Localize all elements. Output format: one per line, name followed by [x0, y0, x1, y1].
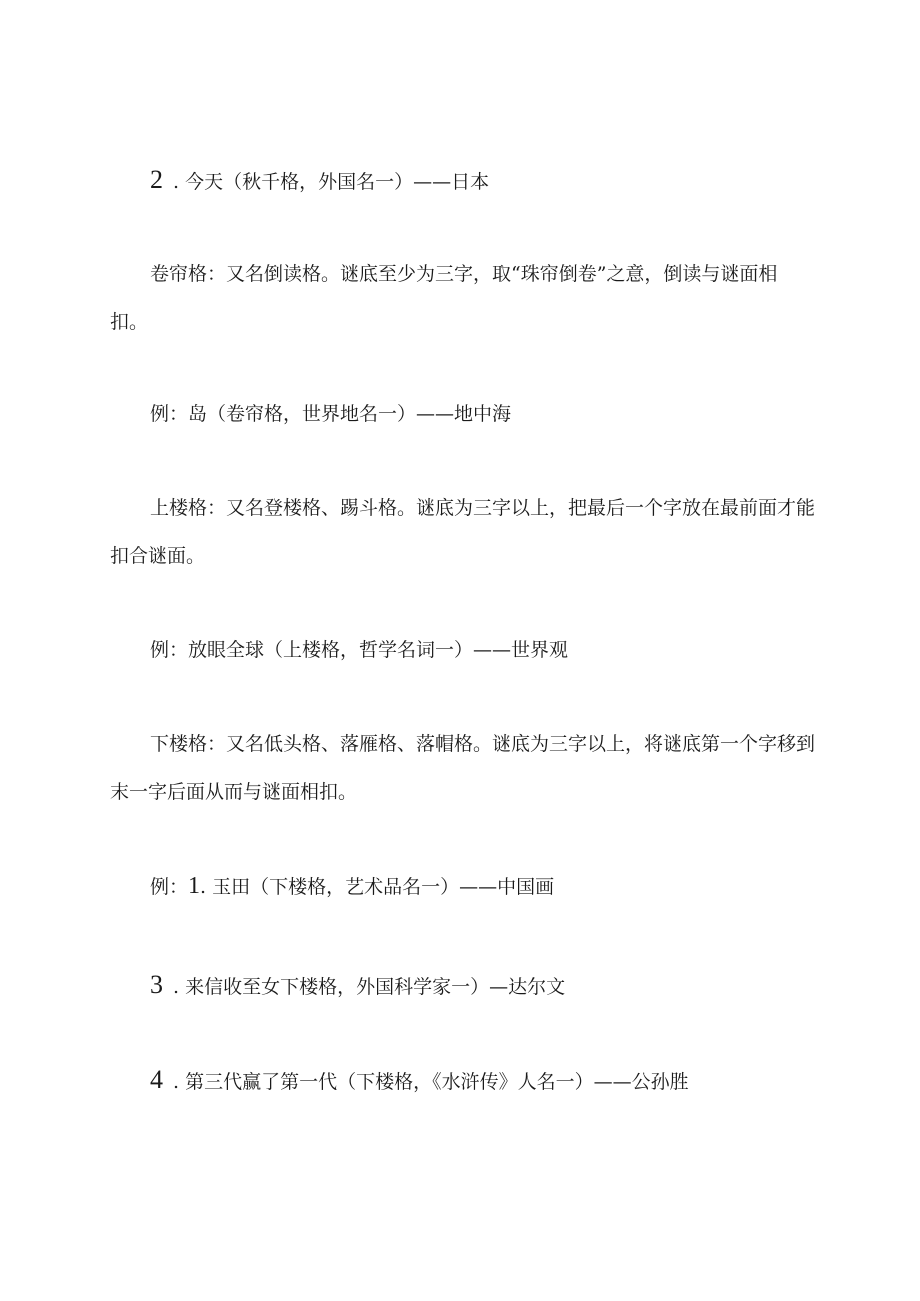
paragraph-juanlian-definition — [110, 250, 815, 346]
paragraph-example-2 — [150, 156, 815, 206]
paragraph-text: . 玉田（下楼格，艺术品名一）——中国画 — [200, 876, 555, 898]
example-prefix: 例： — [150, 876, 189, 898]
paragraph-text: 例：放眼全球（上楼格，哲学名词一）——世界观 — [150, 639, 569, 661]
paragraph-text: . 来信收至女下楼格，外国科学家一）—达尔文 — [173, 976, 566, 998]
paragraph-text: 下楼格：又名低头格、落雁格、落帽格。谜底为三字以上，将谜底第一个字移到末一字后面从而与谜面相扣。 — [110, 733, 816, 803]
paragraph-text: . 第三代赢了第一代（下楼格，《水浒传》人名一）——公孙胜 — [173, 1071, 689, 1093]
paragraph-juanlian-example — [150, 390, 815, 438]
item-number: 3 — [150, 970, 163, 999]
paragraph-text: . 今天（秋千格，外国名一）——日本 — [173, 171, 490, 193]
item-number: 1 — [188, 873, 201, 899]
paragraph-text: 例：岛（卷帘格，世界地名一）——地中海 — [150, 403, 512, 425]
paragraph-shanglou-definition — [110, 484, 815, 580]
item-number: 4 — [150, 1065, 163, 1094]
item-number: 2 — [150, 165, 163, 194]
paragraph-text: 卷帘格：又名倒读格。谜底至少为三字，取“珠帘倒卷”之意，倒读与谜面相扣。 — [110, 263, 778, 333]
paragraph-text: 上楼格：又名登楼格、踢斗格。谜底为三字以上，把最后一个字放在最前面才能扣合谜面。 — [110, 497, 816, 567]
paragraph-xialou-example-1 — [150, 862, 815, 911]
paragraph-xialou-example-4 — [150, 1056, 815, 1106]
paragraph-shanglou-example — [150, 626, 815, 674]
paragraph-xialou-definition — [110, 720, 815, 816]
paragraph-xialou-example-3 — [150, 961, 815, 1011]
